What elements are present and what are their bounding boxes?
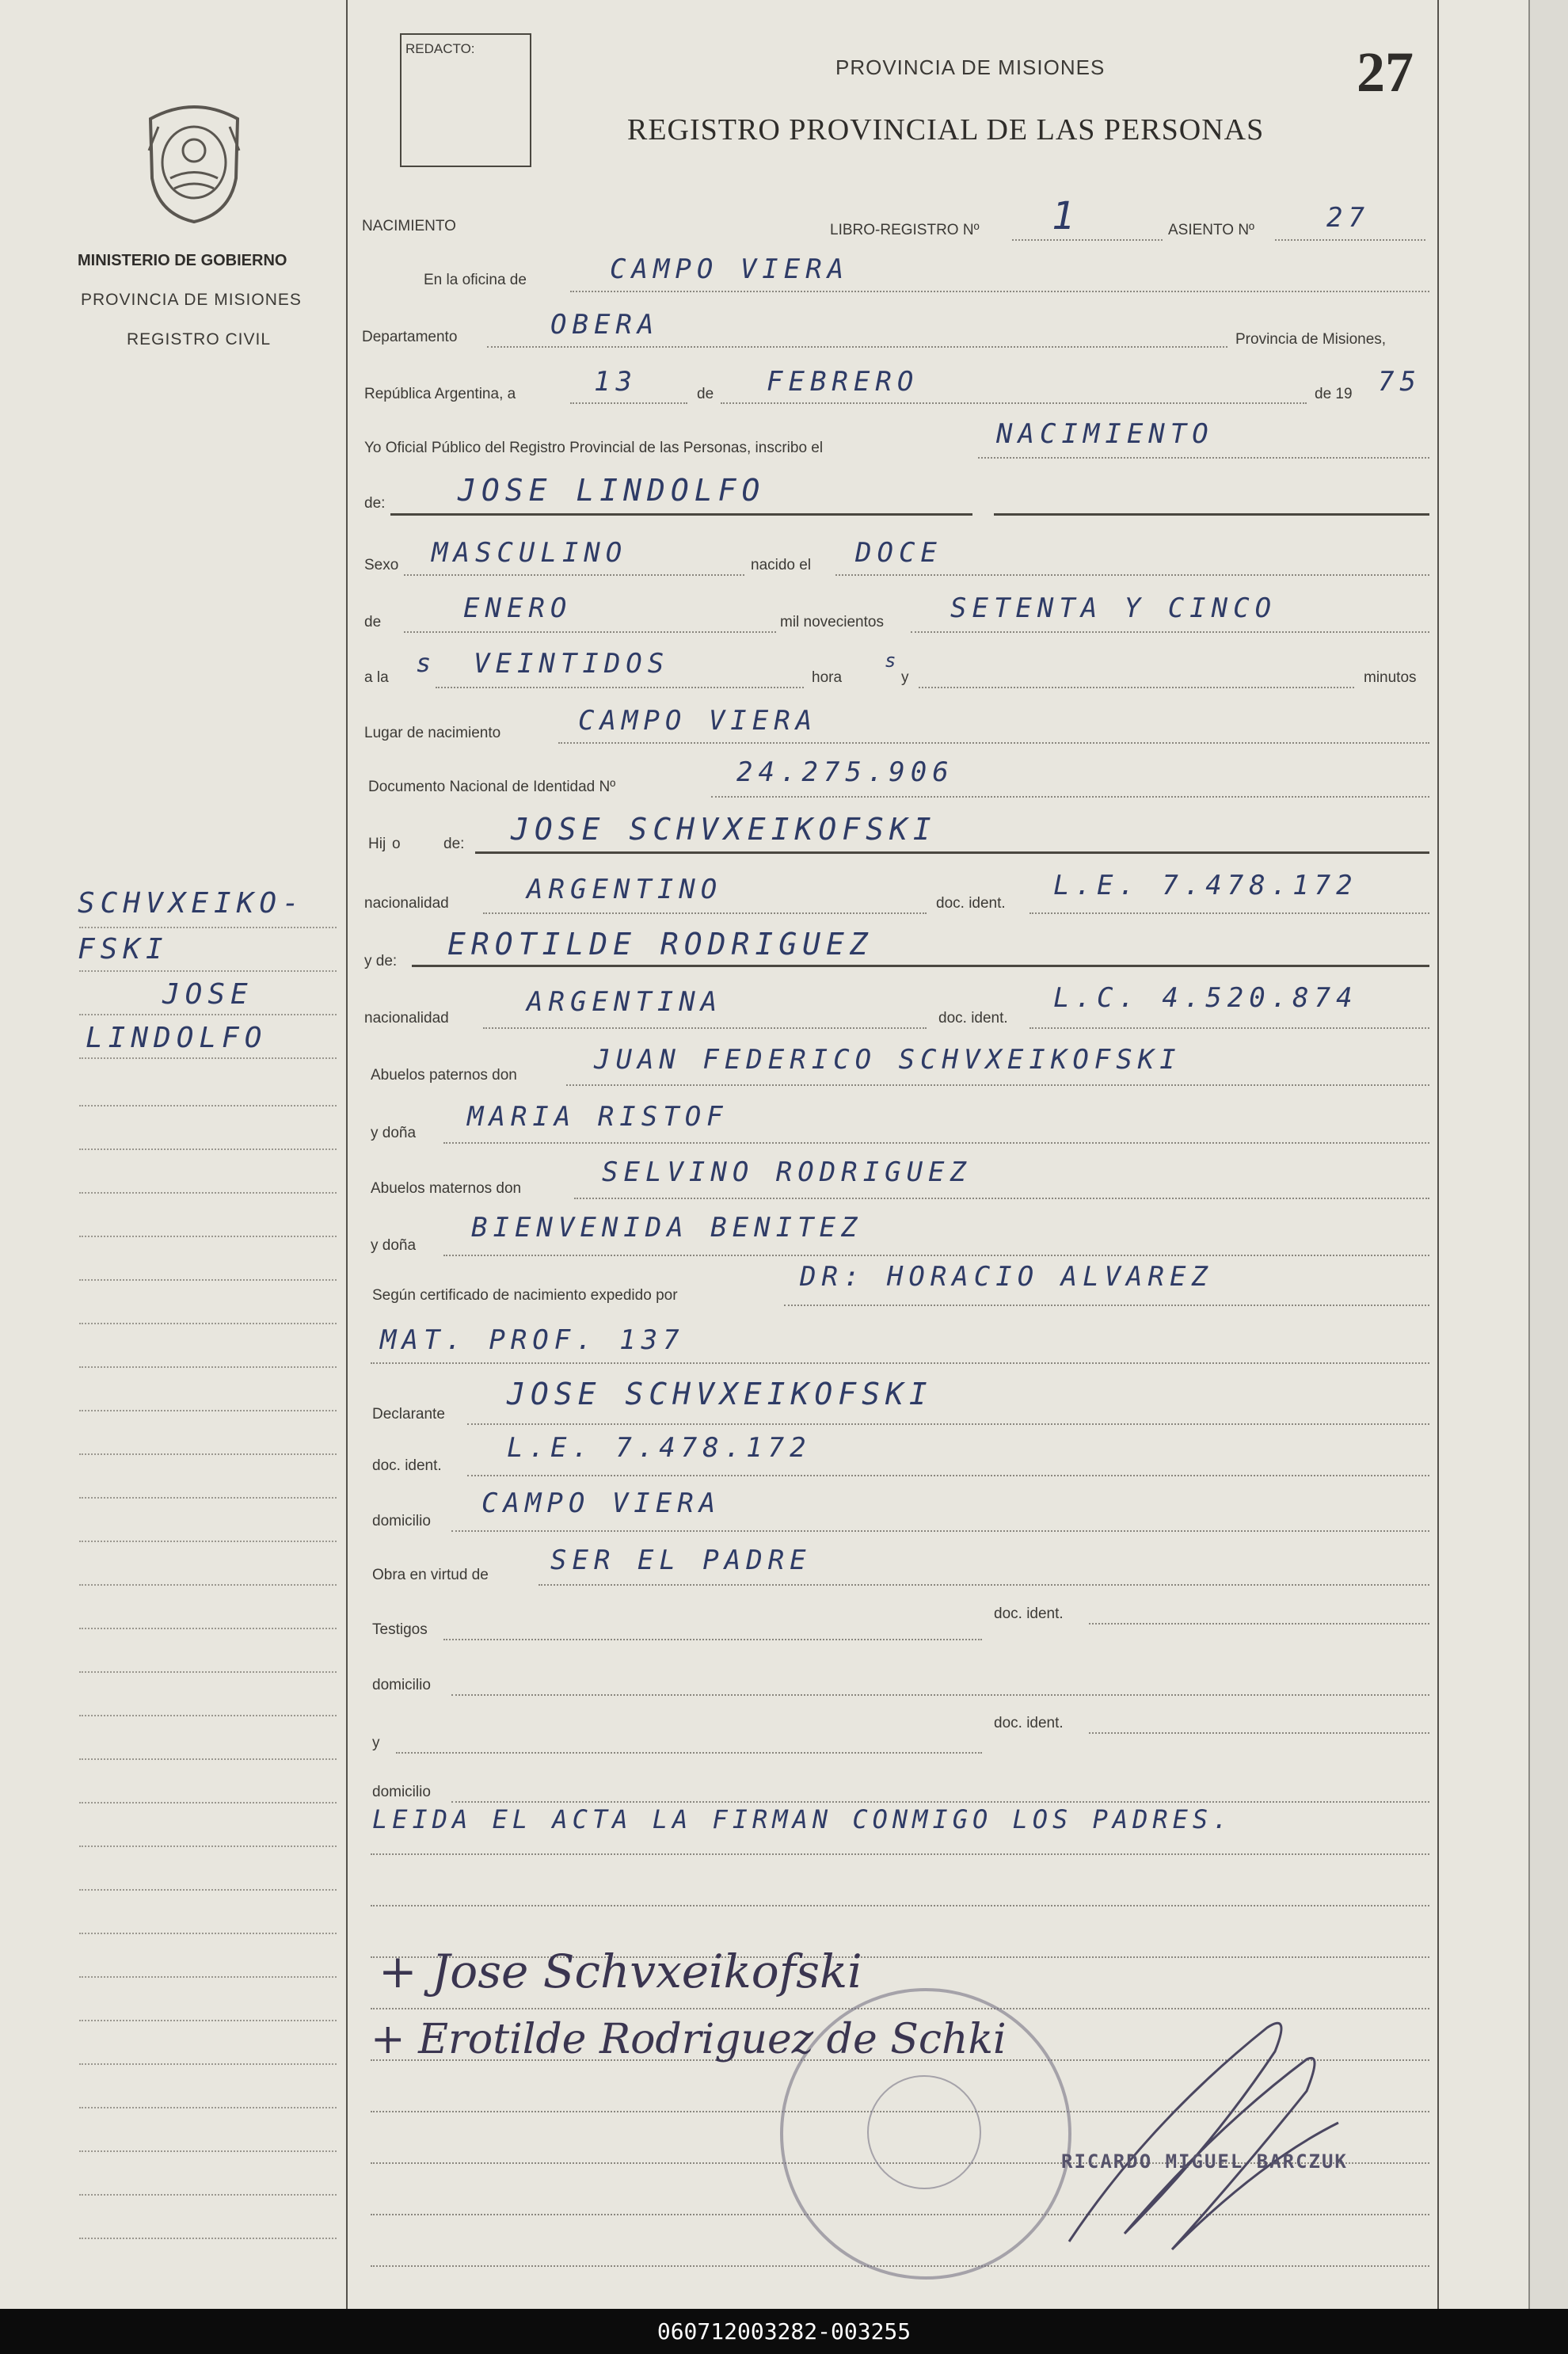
oficina-value: CAMPO VIERA	[610, 253, 850, 285]
hijo-suffix: o	[392, 836, 401, 852]
father-nationality: ARGENTINO	[527, 874, 723, 905]
ministry-label: MINISTERIO DE GOBIERNO	[78, 252, 287, 269]
official-signature-scribble	[1053, 2004, 1354, 2273]
margin-line	[79, 1541, 337, 1542]
mil-label: mil novecientos	[780, 614, 884, 630]
paternal-grandmother: MARIA RISTOF	[467, 1101, 729, 1133]
nacido-value: DOCE	[855, 537, 942, 569]
coat-of-arms-emblem	[143, 103, 245, 226]
father-doc: L.E. 7.478.172	[1053, 870, 1358, 901]
signature-mother: + Erotilde Rodriguez de Schki	[371, 2016, 1007, 2063]
nacionalidad-label-2: nacionalidad	[364, 1010, 449, 1027]
oficial-label: Yo Oficial Público del Registro Provincial de las Personas, inscribo el	[364, 440, 824, 456]
libro-label: LIBRO-REGISTRO Nº	[830, 222, 980, 238]
margin-line	[79, 1366, 337, 1368]
margin-line	[79, 1014, 337, 1015]
margin-line	[79, 1057, 337, 1059]
hijo-label: Hij	[368, 836, 386, 852]
margin-rule-right	[1437, 0, 1439, 2309]
birth-month: ENERO	[463, 592, 573, 624]
horas-label: hora	[812, 669, 843, 686]
abuelos-maternos-label: Abuelos maternos don	[371, 1180, 522, 1197]
de-label: de	[697, 386, 714, 402]
margin-line	[79, 970, 337, 972]
mother-nationality: ARGENTINA	[527, 986, 723, 1018]
father-name: JOSE SCHVXEIKOFSKI	[511, 812, 937, 847]
y2-label: y	[372, 1735, 380, 1751]
document-id: 060712003282-003255	[657, 2318, 911, 2344]
mother-doc: L.C. 4.520.874	[1053, 982, 1358, 1014]
declarant-address: CAMPO VIERA	[481, 1487, 721, 1519]
margin-line	[79, 1933, 337, 1934]
registration-month: FEBRERO	[767, 366, 919, 398]
margin-line	[79, 1671, 337, 1673]
sexo-label: Sexo	[364, 557, 399, 573]
margin-line	[79, 1323, 337, 1324]
margin-line	[79, 1497, 337, 1499]
civil-registry-label: REGISTRO CIVIL	[127, 330, 272, 349]
departamento-label: Departamento	[362, 329, 458, 345]
margin-line	[79, 1453, 337, 1455]
sexo-value: MASCULINO	[432, 537, 628, 569]
declarante-doc-label: doc. ident.	[372, 1457, 442, 1474]
domicilio3-label: domicilio	[372, 1784, 431, 1800]
closing-statement: LEIDA EL ACTA LA FIRMAN CONMIGO LOS PADRES.	[372, 1804, 1233, 1834]
redacto-box	[400, 33, 531, 167]
issuer-license: MAT. PROF. 137	[380, 1324, 685, 1356]
y-label: y	[901, 669, 909, 686]
oficina-label: En la oficina de	[424, 272, 527, 288]
margin-given-line2: LINDOLFO	[86, 1022, 268, 1054]
margin-line	[79, 2020, 337, 2021]
y-dona-label: y doña	[371, 1125, 417, 1141]
child-name: JOSE LINDOLFO	[458, 473, 766, 508]
dni-label: Documento Nacional de Identidad Nº	[368, 779, 616, 795]
stamp-inner-ring	[867, 2075, 981, 2189]
section-label: NACIMIENTO	[362, 218, 456, 234]
nacionalidad-label: nacionalidad	[364, 895, 449, 912]
maternal-grandmother: BIENVENIDA BENITEZ	[471, 1212, 863, 1244]
margin-surname-line2: FSKI	[78, 933, 169, 966]
birth-year: SETENTA Y CINCO	[950, 592, 1277, 624]
margin-line	[79, 1758, 337, 1760]
dni-value: 24.275.906	[736, 756, 954, 788]
declarante-label: Declarante	[372, 1406, 445, 1423]
asiento-label: ASIENTO Nº	[1168, 222, 1254, 238]
margin-line	[79, 1192, 337, 1194]
provincia-suffix: Provincia de Misiones,	[1235, 331, 1387, 348]
margin-line	[79, 1802, 337, 1804]
margin-line	[79, 2238, 337, 2239]
signature-father: + Jose Schvxeikofski	[379, 1945, 862, 1998]
header-registry-title: REGISTRO PROVINCIAL DE LAS PERSONAS	[627, 113, 1265, 147]
margin-line	[79, 1889, 337, 1891]
margin-line	[79, 2194, 337, 2196]
margin-line	[79, 1628, 337, 1629]
hijo-de-label: de:	[443, 836, 465, 852]
doc-ident-label-2: doc. ident.	[938, 1010, 1008, 1027]
departamento-value: OBERA	[550, 309, 660, 341]
alas-label: a la	[364, 669, 389, 686]
margin-rule-left	[346, 0, 348, 2309]
nacido-label: nacido el	[751, 557, 812, 573]
doc-ident-label: doc. ident.	[936, 895, 1006, 912]
margin-line	[79, 1845, 337, 1847]
margin-surname-line1: SCHVXEIKO-	[78, 887, 305, 920]
abuelos-paternos-label: Abuelos paternos don	[371, 1067, 517, 1084]
official-name-stamp: RICARDO MIGUEL BARCZUK	[1061, 2150, 1348, 2173]
declarant-name: JOSE SCHVXEIKOFSKI	[507, 1377, 933, 1411]
margin-line	[79, 2150, 337, 2152]
maternal-grandfather: SELVINO RODRIGUEZ	[602, 1156, 972, 1188]
margin-line	[79, 1236, 337, 1237]
birth-hour: VEINTIDOS	[474, 648, 670, 680]
left-province-label: PROVINCIA DE MISIONES	[81, 291, 302, 309]
alas-suffix: s	[416, 648, 437, 678]
margin-line	[79, 1410, 337, 1411]
document-id-bar	[0, 2309, 1568, 2354]
testigos-label: Testigos	[372, 1621, 428, 1638]
margin-line	[79, 1584, 337, 1586]
paternal-grandfather: JUAN FEDERICO SCHVXEIKOFSKI	[594, 1044, 1182, 1076]
margin-line	[79, 1279, 337, 1281]
horas-suffix: s	[885, 649, 902, 672]
domicilio-label: domicilio	[372, 1513, 431, 1529]
margin-line	[79, 2107, 337, 2108]
segun-label: Según certificado de nacimiento expedido por	[372, 1287, 678, 1304]
oficial-value: NACIMIENTO	[996, 418, 1214, 450]
obra-value: SER EL PADRE	[550, 1545, 812, 1576]
year-prefix: de 19	[1315, 386, 1353, 402]
margin-line	[79, 927, 337, 928]
birth-place: CAMPO VIERA	[578, 705, 818, 737]
margin-line	[79, 2063, 337, 2065]
margin-line	[79, 1976, 337, 1978]
republica-label: República Argentina, a	[364, 386, 516, 402]
header-province: PROVINCIA DE MISIONES	[835, 55, 1106, 79]
asiento-value: 27	[1326, 202, 1370, 234]
obra-label: Obra en virtud de	[372, 1567, 489, 1583]
y2-doc-label: doc. ident.	[994, 1715, 1064, 1731]
domicilio2-label: domicilio	[372, 1677, 431, 1693]
mother-name: EROTILDE RODRIGUEZ	[447, 927, 873, 962]
de-name-label: de:	[364, 495, 386, 512]
certificate-issuer: DR: HORACIO ALVAREZ	[800, 1261, 1213, 1293]
y-dona-label-2: y doña	[371, 1237, 417, 1254]
lugar-label: Lugar de nacimiento	[364, 725, 501, 741]
page-number: 27	[1357, 40, 1414, 104]
margin-line	[79, 1148, 337, 1150]
redacto-label: REDACTO:	[405, 41, 475, 56]
margin-given-line1: JOSE	[162, 978, 253, 1011]
margin-line	[79, 1105, 337, 1107]
de2-label: de	[364, 614, 382, 630]
minutos-label: minutos	[1364, 669, 1417, 686]
declarant-doc: L.E. 7.478.172	[507, 1432, 812, 1464]
y-de-label: y de:	[364, 953, 398, 969]
binding-edge	[1528, 0, 1568, 2309]
testigos-doc-label: doc. ident.	[994, 1606, 1064, 1622]
registration-year: 75	[1378, 366, 1421, 398]
libro-value: 1	[1052, 194, 1080, 238]
registration-day: 13	[594, 366, 637, 398]
margin-line	[79, 1715, 337, 1716]
